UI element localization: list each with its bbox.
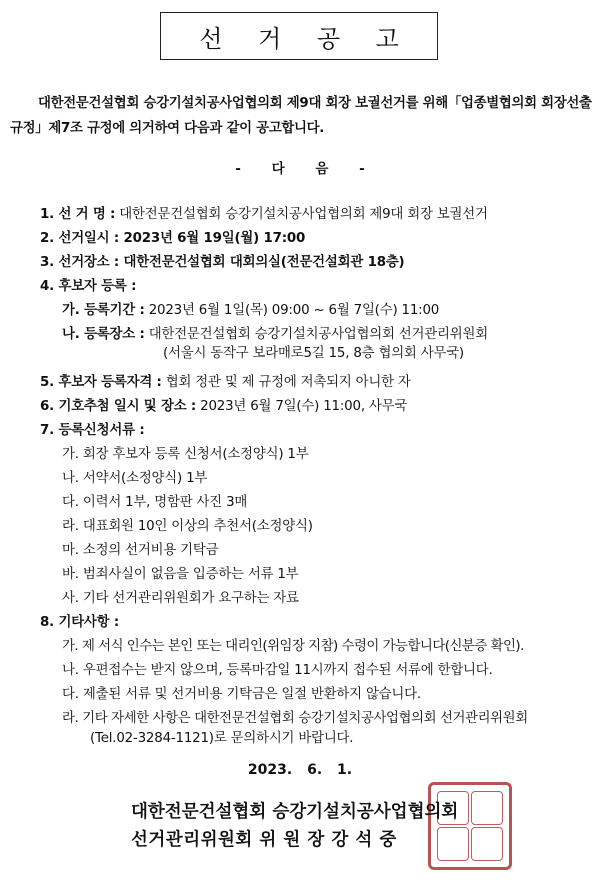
item-4a xyxy=(62,299,439,318)
item-6-label: 6. 기호추첨 일시 및 장소 : xyxy=(40,399,197,414)
item-7-doc: 다. 이력서 1부, 명함판 사진 3매 xyxy=(62,495,248,510)
seal-quadrant xyxy=(471,791,503,825)
item-6 xyxy=(40,395,407,414)
item-4-label: 4. 후보자 등록 : xyxy=(40,279,137,294)
notice-title: 선 거 공 고 xyxy=(199,24,413,53)
item-7-doc: 가. 회장 후보자 등록 신청서(소정양식) 1부 xyxy=(62,447,309,462)
item-7-doc: 사. 기타 선거관리위원회가 요구하는 자료 xyxy=(62,591,299,606)
item-4a-value: 2023년 6월 1일(목) 09:00 ~ 6월 7일(수) 11:00 xyxy=(148,303,440,318)
item-8-contact: (Tel.02-3284-1121)로 문의하시기 바랍니다. xyxy=(90,731,354,746)
signature-chairman: 선거관리위원회 위 원 장 강 석 중 xyxy=(131,830,397,850)
signature-organization: 대한전문건설협회 승강기설치공사업협의회 xyxy=(131,802,459,822)
item-2-value: 2023년 6월 19일(월) 17:00 xyxy=(123,231,306,246)
official-seal-stamp xyxy=(428,782,512,870)
intro-paragraph: 대한전문건설협회 승강기설치공사업협의회 제9대 회장 보궐선거를 위해「업종별협의회 회장선출규정」제7조 규정에 의거하여 다음과 같이 공고합니다. xyxy=(10,96,592,136)
item-8-note: 가. 제 서식 인수는 본인 또는 대리인(위임장 지참) 수령이 가능합니다(신분증 확인). xyxy=(62,639,524,654)
item-7-doc: 바. 범죄사실이 없음을 입증하는 서류 1부 xyxy=(62,567,299,582)
item-7-label: 7. 등록신청서류 : xyxy=(40,423,145,438)
notice-date: 2023. 6. 1. xyxy=(247,762,353,778)
seal-quadrant xyxy=(471,827,503,861)
item-8-label: 8. 기타사항 : xyxy=(40,615,120,630)
item-3-label: 3. 선거장소 : xyxy=(40,255,120,270)
item-8-note: 나. 우편접수는 받지 않으며, 등록마감일 11시까지 접수된 서류에 한합니다. xyxy=(62,663,493,678)
item-8-note: 다. 제출된 서류 및 선거비용 기탁금은 일절 반환하지 않습니다. xyxy=(62,687,421,702)
item-3 xyxy=(40,251,404,270)
item-4b-value: 대한전문건설협회 승강기설치공사업협의회 선거관리위원회 xyxy=(148,327,488,342)
item-5 xyxy=(40,371,411,390)
item-4b-address: (서울시 동작구 보라매로5길 15, 8층 협의회 사무국) xyxy=(163,346,464,361)
item-6-value: 2023년 6월 7일(수) 11:00, 사무국 xyxy=(200,399,408,414)
item-5-value: 협회 정관 및 제 규정에 저촉되지 아니한 자 xyxy=(165,375,411,390)
notice-title-box xyxy=(160,12,438,60)
item-5-label: 5. 후보자 등록자격 : xyxy=(40,375,162,390)
item-3-value: 대한전문건설협회 대회의실(전문건설회관 18층) xyxy=(123,255,405,270)
item-4b-label: 나. 등록장소 : xyxy=(62,327,145,342)
item-4a-label: 가. 등록기간 : xyxy=(62,303,145,318)
item-7-doc: 나. 서약서(소정양식) 1부 xyxy=(62,471,208,486)
item-8-note: 라. 기타 자세한 사항은 대한전문건설협회 승강기설치공사업협의회 선거관리위원회 xyxy=(62,711,528,726)
seal-quadrant xyxy=(437,827,469,861)
item-2-label: 2. 선거일시 : xyxy=(40,231,120,246)
section-divider-text: - 다 음 - xyxy=(235,161,365,177)
item-2 xyxy=(40,227,305,246)
item-1-value: 대한전문건설협회 승강기설치공사업협의회 제9대 회장 보궐선거 xyxy=(119,207,488,222)
item-7-doc: 라. 대표회원 10인 이상의 추천서(소정양식) xyxy=(62,519,313,534)
item-1 xyxy=(40,203,488,222)
item-7-doc: 마. 소정의 선거비용 기탁금 xyxy=(62,543,219,558)
item-4b xyxy=(62,323,488,342)
item-1-label: 1. 선 거 명 : xyxy=(40,207,116,222)
